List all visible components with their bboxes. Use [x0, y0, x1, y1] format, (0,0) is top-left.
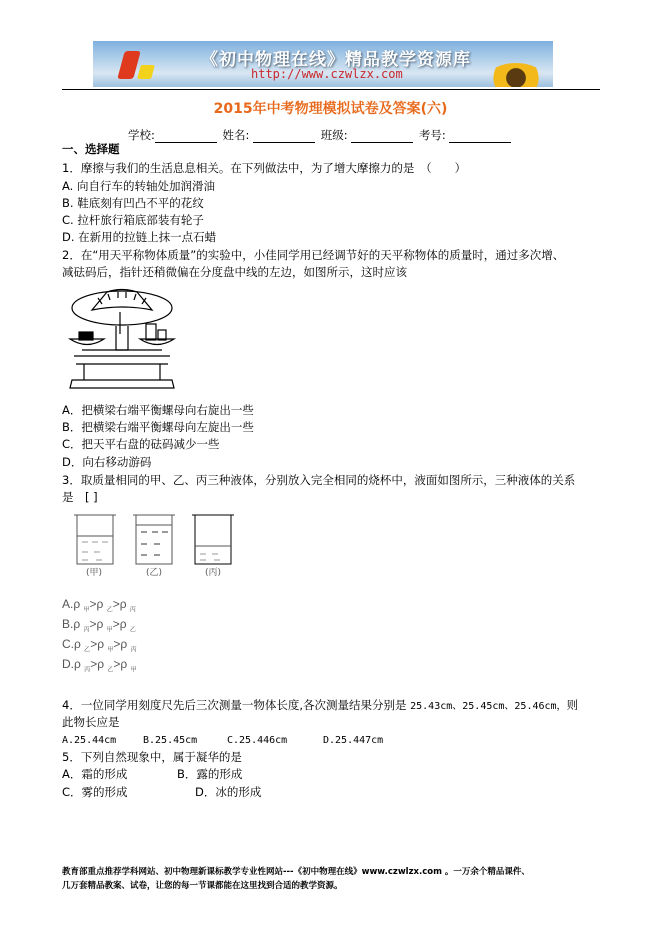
rho-symbol: ρ [97, 657, 105, 671]
rho-subscript: 甲 [83, 607, 90, 614]
q3-stem-cont: 是 [ ] [62, 490, 98, 504]
greater-than: > [113, 637, 121, 651]
q5-option-a: A．霜的形成 [62, 767, 128, 781]
greater-than: > [89, 617, 97, 631]
rho-subscript: 甲 [106, 627, 113, 634]
q3-option-a [62, 597, 136, 617]
logo-icon-accent [137, 65, 155, 79]
class-label: 班级: [320, 128, 348, 142]
id-field[interactable] [449, 130, 511, 143]
header-divider [62, 89, 600, 90]
q5-stem: 5．下列自然现象中，属于凝华的是 [62, 750, 242, 764]
student-info-form [128, 127, 513, 143]
q2-option-b: B．把横梁右端平衡螺母向左旋出一些 [62, 420, 254, 434]
school-field[interactable] [155, 130, 217, 143]
rho-subscript: 丙 [84, 667, 91, 674]
q1-stem: 1．摩擦与我们的生活息息相关。在下列做法中，为了增大摩擦力的是 （ ） [62, 161, 467, 175]
q4-option-c: C.25.446cm [227, 735, 288, 746]
rho-symbol: ρ [97, 637, 105, 651]
q4-stem [62, 698, 578, 714]
rho-symbol: ρ [119, 597, 127, 611]
q4-stem-cont: 此物长应是 [62, 715, 120, 729]
greater-than: > [89, 597, 97, 611]
q3-option-c [62, 637, 137, 657]
rho-symbol: ρ [73, 597, 81, 611]
rho-symbol: ρ [96, 617, 104, 631]
greater-than: > [112, 597, 120, 611]
rho-symbol: ρ [96, 597, 104, 611]
id-label: 考号: [418, 128, 446, 142]
rho-subscript: 甲 [107, 647, 114, 654]
rho-subscript: 乙 [84, 647, 91, 654]
q1-option-b: B. 鞋底刻有凹凸不平的花纹 [62, 196, 204, 210]
page-footer [62, 865, 530, 893]
section-heading: 一、选择题 [62, 142, 120, 156]
greater-than: > [90, 637, 98, 651]
page-title: 2015年中考物理模拟试卷及答案(六) [213, 101, 448, 117]
rho-symbol: ρ [120, 657, 128, 671]
option-label: B. [62, 617, 74, 631]
class-field[interactable] [351, 130, 413, 143]
footer-line-1: 教育部重点推荐学科网站、初中物理新课标教学专业性网站---《初中物理在线》www.czwlzx.com 。一万余个精品课件、 [62, 867, 530, 877]
banner-url[interactable]: http://www.czwlzx.com [251, 67, 403, 81]
option-label: C. [62, 637, 74, 651]
q1-option-a: A. 向自行车的转轴处加润滑油 [62, 179, 215, 193]
q4-stem-text: 4．一位同学用刻度尺先后三次测量一物体长度,各次测量结果分别是 [62, 698, 407, 712]
q4-option-b: B.25.45cm [143, 735, 198, 746]
q2-option-d: D．向右移动游码 [62, 455, 152, 469]
q2-option-a: A．把横梁右端平衡螺母向右旋出一些 [62, 403, 254, 417]
site-banner[interactable] [93, 41, 553, 87]
banner-title: 《初中物理在线》精品教学资源库 [201, 50, 471, 70]
q4-stem-end: 则 [566, 698, 579, 712]
q4-option-a: A.25.44cm [62, 735, 117, 746]
balance-scale-figure [62, 284, 182, 396]
q1-option-d: D. 在新用的拉链上抹一点石蜡 [62, 230, 217, 244]
rho-symbol: ρ [73, 617, 81, 631]
name-field[interactable] [253, 130, 315, 143]
rho-subscript: 丙 [83, 627, 90, 634]
q2-stem-cont: 减砝码后，指针还稍微偏在分度盘中线的左边，如图所示，这时应该 [62, 265, 407, 279]
school-label: 学校: [128, 128, 155, 142]
beakers-figure [74, 514, 244, 566]
greater-than: > [113, 657, 121, 671]
beaker-label-yi: (乙) [146, 568, 163, 578]
beaker-label-jia: (甲) [86, 568, 103, 578]
q5-option-c: C．雾的形成 [62, 785, 128, 799]
greater-than: > [90, 657, 98, 671]
q4-option-d: D.25.447cm [323, 735, 384, 746]
rho-subscript: 乙 [129, 627, 136, 634]
rho-subscript: 乙 [107, 667, 114, 674]
q5-option-d: D．冰的形成 [195, 785, 262, 799]
q3-option-d [62, 657, 137, 677]
q5-option-b: B．露的形成 [177, 767, 243, 781]
footer-line-2: 几万套精品教案、试卷，让您的每一节课都能在这里找到合适的教学资源。 [62, 881, 343, 891]
sunflower-image [488, 63, 544, 87]
name-label: 姓名: [222, 128, 250, 142]
q1-option-c: C. 拉杆旅行箱底部装有轮子 [62, 213, 204, 227]
q3-option-b [62, 617, 136, 637]
option-label: D. [62, 657, 74, 671]
q2-option-c: C．把天平右盘的砝码减少一些 [62, 437, 220, 451]
q2-stem: 2．在“用天平称物体质量”的实验中，小佳同学用已经调节好的天平称物体的质量时，通过多次增、 [62, 248, 565, 262]
rho-subscript: 丙 [130, 647, 137, 654]
rho-subscript: 乙 [106, 607, 113, 614]
rho-subscript: 甲 [130, 667, 137, 674]
q4-measurements: 25.43cm、25.45cm、25.46cm， [410, 701, 567, 712]
greater-than: > [112, 617, 120, 631]
rho-symbol: ρ [74, 657, 81, 671]
q3-stem: 3．取质量相同的甲、乙、丙三种液体，分别放入完全相同的烧杯中，液面如图所示，三种液体的关系 [62, 473, 576, 487]
rho-subscript: 丙 [129, 607, 136, 614]
rho-symbol: ρ [74, 637, 81, 651]
rho-symbol: ρ [120, 637, 128, 651]
rho-symbol: ρ [119, 617, 127, 631]
beaker-label-bing: (丙) [205, 568, 222, 578]
option-label: A. [62, 597, 74, 611]
